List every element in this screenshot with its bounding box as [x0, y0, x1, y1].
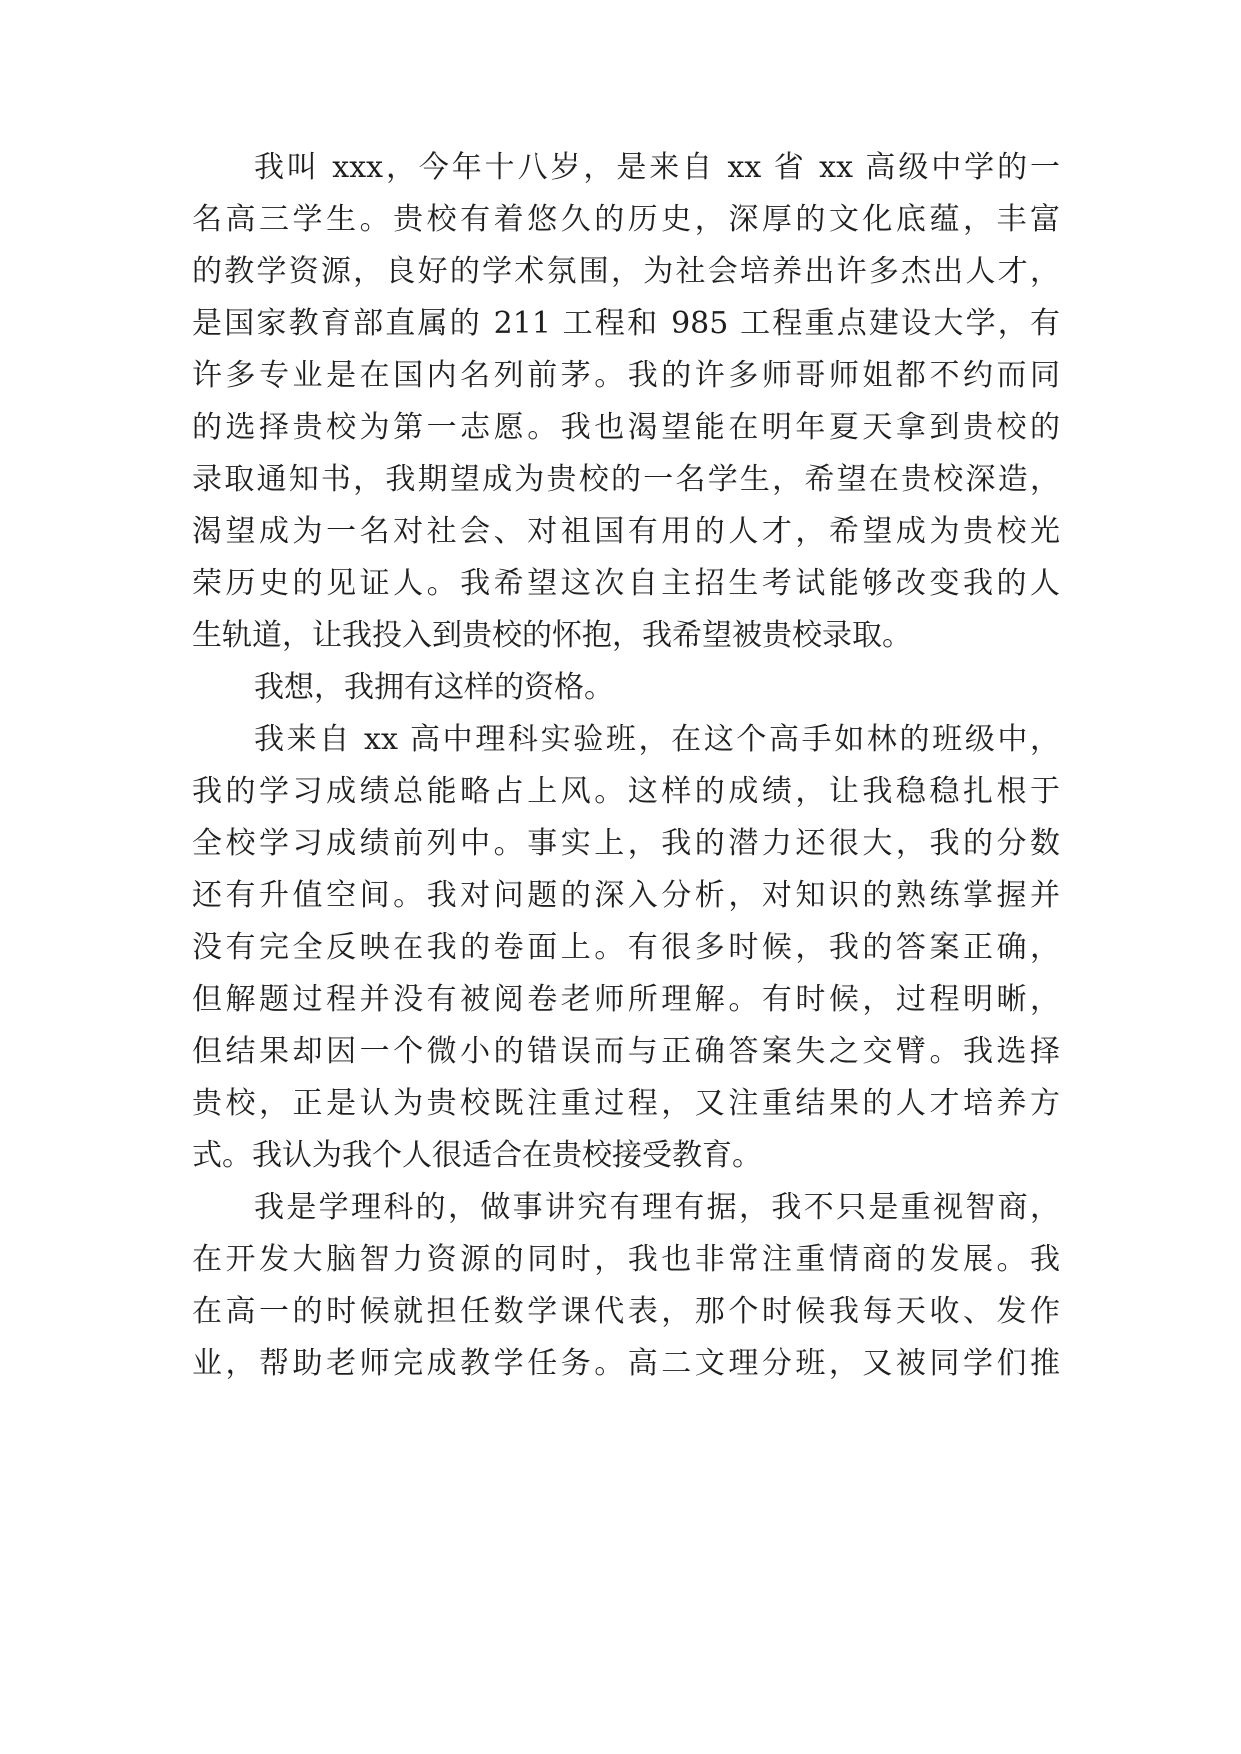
text-line: 我是学理科的，做事讲究有理有据，我不只是重视智商，: [254, 1190, 1060, 1225]
text-line: 荣历史的见证人。我希望这次自主招生考试能够改变我的人: [192, 566, 1060, 601]
text-line: 贵校，正是认为贵校既注重过程，又注重结果的人才培养方: [192, 1086, 1060, 1121]
text-line: 是国家教育部直属的 211 工程和 985 工程重点建设大学，有: [192, 306, 1060, 341]
text-line: 名高三学生。贵校有着悠久的历史，深厚的文化底蕴，丰富: [192, 202, 1060, 237]
text-line: 全校学习成绩前列中。事实上，我的潜力还很大，我的分数: [192, 826, 1060, 861]
text-line: 许多专业是在国内名列前茅。我的许多师哥师姐都不约而同: [192, 358, 1060, 393]
text-line: 渴望成为一名对社会、对祖国有用的人才，希望成为贵校光: [192, 514, 1060, 549]
text-line: 我想，我拥有这样的资格。: [254, 670, 614, 705]
text-line: 在高一的时候就担任数学课代表，那个时候我每天收、发作: [192, 1294, 1060, 1329]
text-line: 的选择贵校为第一志愿。我也渴望能在明年夏天拿到贵校的: [192, 410, 1060, 445]
text-line: 但解题过程并没有被阅卷老师所理解。有时候，过程明晰，: [192, 982, 1060, 1017]
text-line: 在开发大脑智力资源的同时，我也非常注重情商的发展。我: [192, 1242, 1060, 1277]
text-line: 录取通知书，我期望成为贵校的一名学生，希望在贵校深造，: [192, 462, 1060, 497]
text-line: 我的学习成绩总能略占上风。这样的成绩，让我稳稳扎根于: [192, 774, 1060, 809]
text-line: 的教学资源，良好的学术氛围，为社会培养出许多杰出人才，: [192, 254, 1060, 289]
text-line: 我来自 xx 高中理科实验班，在这个高手如林的班级中，: [254, 722, 1060, 757]
text-line: 还有升值空间。我对问题的深入分析，对知识的熟练掌握并: [192, 878, 1060, 913]
text-line: 生轨道，让我投入到贵校的怀抱，我希望被贵校录取。: [192, 618, 912, 653]
text-line: 业，帮助老师完成教学任务。高二文理分班，又被同学们推: [192, 1346, 1060, 1381]
text-line: 式。我认为我个人很适合在贵校接受教育。: [192, 1138, 762, 1173]
text-line: 我叫 xxx，今年十八岁，是来自 xx 省 xx 高级中学的一: [254, 150, 1060, 185]
text-line: 没有完全反映在我的卷面上。有很多时候，我的答案正确，: [192, 930, 1060, 965]
text-line: 但结果却因一个微小的错误而与正确答案失之交臂。我选择: [192, 1034, 1060, 1069]
